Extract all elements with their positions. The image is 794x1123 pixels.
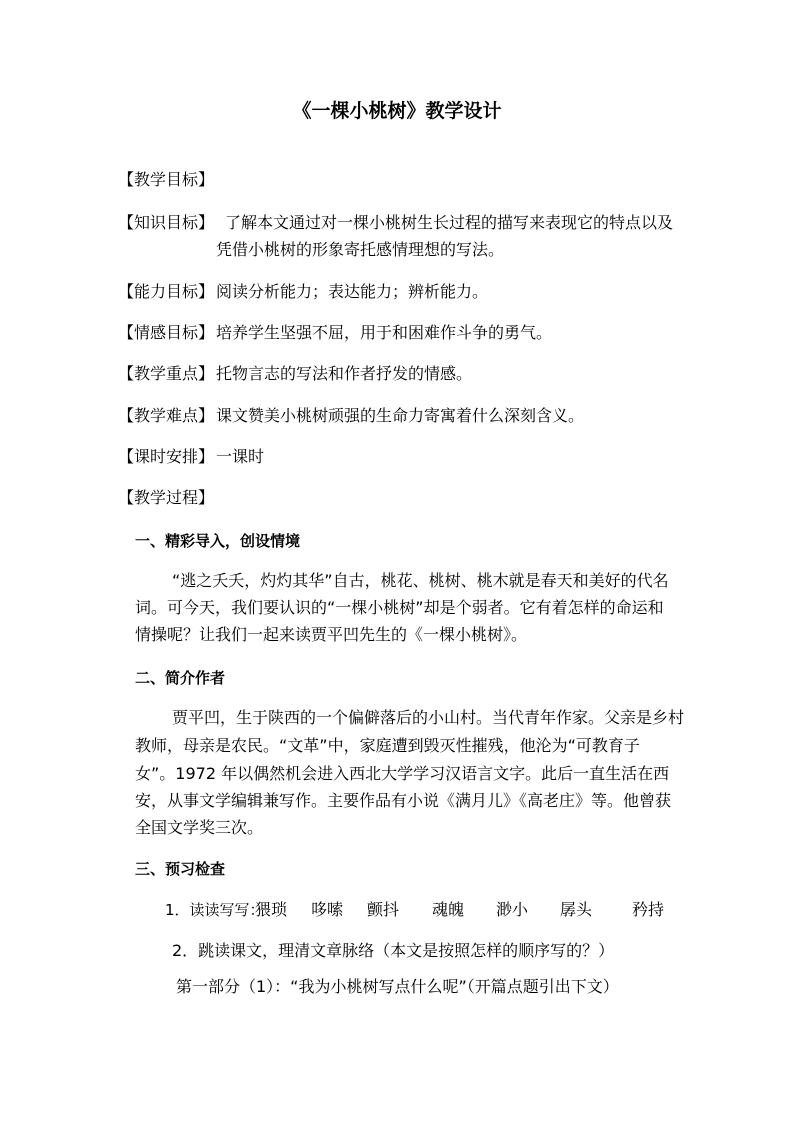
- page-title: 《一棵小桃树》教学设计: [292, 100, 502, 122]
- schedule-text: 一课时: [216, 447, 265, 466]
- teaching-difficulty-label: 【教学难点】: [118, 406, 215, 425]
- emotion-goal-label: 【情感目标】: [118, 323, 215, 342]
- knowledge-goal-line1: 了解本文通过对一棵小桃树生长过程的描写来表现它的特点以及: [225, 213, 674, 232]
- section2-line1: 贾平凹，生于陕西的一个偏僻落后的小山村。当代青年作家。父亲是乡村: [172, 708, 685, 727]
- section2-line4: 安，从事文学编辑兼写作。主要作品有小说《满月儿》《高老庄》等。他曾获: [135, 791, 672, 810]
- vocab-word: 孱头: [560, 900, 593, 919]
- vocab-word: 猥琐: [255, 900, 288, 919]
- section1-line2: 词。可今天，我们要认识的“一棵小桃树”却是个弱者。它有着怎样的命运和: [135, 598, 664, 617]
- teaching-key-text: 托物言志的写法和作者抒发的情感。: [216, 364, 473, 383]
- emotion-goal-text: 培养学生坚强不屈，用于和困难作斗争的勇气。: [216, 323, 553, 342]
- vocab-line: [165, 900, 265, 920]
- item2-text: 2．跳读课文，理清文章脉络（本文是按照怎样的顺序写的？）: [172, 941, 615, 960]
- vocab-word: 渺小: [496, 900, 529, 919]
- section2-line2: 教师，母亲是农民。“文革”中，家庭遭到毁灭性摧残，他沦为“可教育子: [135, 736, 640, 755]
- vocab-label: 1．读读写写：: [165, 901, 265, 919]
- teaching-process-heading: 【教学过程】: [118, 488, 215, 507]
- knowledge-goal-line2: 凭借小桃树的形象寄托感情理想的写法。: [216, 240, 505, 259]
- section2-line3: 女”。1972 年以偶然机会进入西北大学学习汉语言文字。此后一直生活在西: [135, 764, 670, 783]
- ability-goal-text: 阅读分析能力；表达能力；辨析能力。: [216, 282, 489, 301]
- item3-text: 第一部分（1）：“我为小桃树写点什么呢”（开篇点题引出下文）: [176, 977, 619, 996]
- teaching-key-label: 【教学重点】: [118, 364, 215, 383]
- section1-line3: 情操呢？让我们一起来读贾平凹先生的《一棵小桃树》。: [135, 625, 528, 644]
- knowledge-goal-label: 【知识目标】: [118, 213, 215, 232]
- teaching-difficulty-text: 课文赞美小桃树顽强的生命力寄寓着什么深刻含义。: [216, 406, 585, 425]
- ability-goal-label: 【能力目标】: [118, 282, 215, 301]
- teaching-goals-heading: 【教学目标】: [118, 170, 215, 189]
- vocab-word: 哆嗦: [311, 900, 344, 919]
- section2-heading: 二、简介作者: [135, 669, 226, 687]
- vocab-word: 矜持: [632, 900, 665, 919]
- schedule-label: 【课时安排】: [118, 447, 215, 466]
- vocab-word: 魂魄: [432, 900, 465, 919]
- vocab-word: 颤抖: [367, 900, 400, 919]
- section3-heading: 三、预习检查: [135, 860, 226, 878]
- section1-heading: 一、精彩导入，创设情境: [135, 532, 301, 550]
- section2-line5: 全国文学奖三次。: [135, 818, 264, 837]
- section1-line1: “逃之夭夭，灼灼其华”自古，桃花、桃树、桃木就是春天和美好的代名: [172, 571, 669, 590]
